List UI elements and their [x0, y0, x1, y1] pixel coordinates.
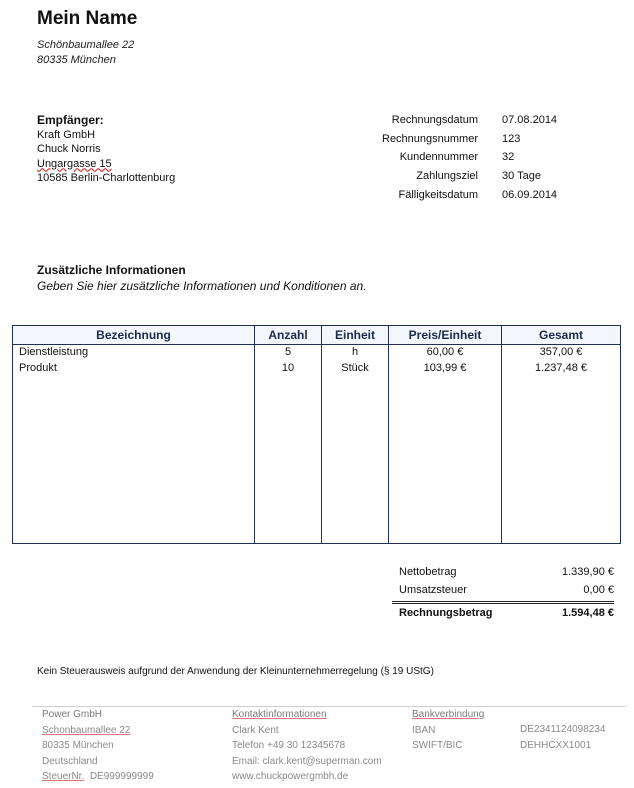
meta-row: Zahlungsziel 30 Tage	[416, 170, 541, 183]
footer-company-tax: SteuerNr. DE999999999	[42, 771, 154, 782]
footer-iban-label: IBAN	[412, 724, 436, 736]
meta-row: Rechnungsdatum 07.08.2014	[391, 114, 558, 127]
totals-divider	[392, 601, 614, 602]
footer-bic-label: SWIFT/BIC	[412, 740, 463, 751]
footer-company	[42, 707, 154, 785]
footer-bank	[412, 707, 484, 754]
tax-row: Umsatzsteuer 0,00 €	[399, 584, 614, 596]
sender-street: Schönbaumallee 22	[37, 39, 135, 51]
meta-row: Rechnungsnummer 123	[382, 132, 521, 145]
footer-bic-value: DEHHCXX1001	[520, 739, 592, 751]
table-filler	[13, 377, 621, 544]
table-header-row	[13, 326, 621, 345]
footer-company-name: Power GmbH	[42, 709, 103, 720]
net-row: Nettobetrag 1.339,90 €	[399, 566, 614, 578]
invoice-meta	[340, 111, 557, 204]
footer-company-street: Schonbaumallee 22	[42, 724, 131, 736]
header-preis: Preis/Einheit	[389, 326, 502, 345]
header-gesamt: Gesamt	[502, 326, 621, 345]
sender-name: Mein Name	[37, 8, 138, 29]
footer-company-city: 80335 München	[42, 740, 114, 751]
footer-bank-heading: Bankverbindung	[412, 709, 485, 720]
info-text: Geben Sie hier zusätzliche Informationen und Konditionen an.	[37, 279, 367, 293]
table-row: Produkt 10 Stück 103,99 € 1.237,48 €	[13, 361, 621, 377]
recipient-city: 10585 Berlin-Charlottenburg	[37, 172, 176, 184]
recipient-company: Kraft GmbH	[37, 128, 96, 141]
recipient-street: Ungargasse 15	[37, 157, 112, 170]
footer-contact	[232, 707, 382, 785]
sender-city: 80335 München	[37, 54, 116, 66]
footer-company-country: Deutschland	[42, 755, 98, 767]
footer-iban-value: DE2341124098234	[520, 724, 606, 735]
items-table	[12, 325, 621, 544]
footer-contact-heading: Kontaktinformationen	[232, 709, 327, 720]
meta-row: Fälligkeitsdatum 06.09.2014	[398, 188, 558, 201]
info-title: Zusätzliche Informationen	[37, 263, 186, 277]
meta-row: Kundennummer 32	[399, 151, 515, 164]
footer-contact-web[interactable]: www.chuckpowergmbh.de	[232, 771, 349, 782]
footer-contact-phone: Telefon +49 30 12345678	[232, 740, 346, 751]
header-bezeichnung: Bezeichnung	[13, 326, 255, 345]
totals-block	[392, 563, 614, 622]
tax-note: Kein Steuerausweis aufgrund der Anwendung der Kleinunternehmerregelung (§ 19 UStG)	[37, 666, 434, 677]
recipient-label: Empfänger:	[37, 113, 104, 127]
header-einheit: Einheit	[322, 326, 389, 345]
footer-bank-values	[520, 722, 605, 753]
total-row: Rechnungsbetrag 1.594,48 €	[399, 607, 614, 619]
footer-contact-name: Clark Kent	[232, 724, 279, 736]
recipient-person: Chuck Norris	[37, 143, 101, 155]
footer-contact-email[interactable]: Email: clark.kent@superman.com	[232, 755, 382, 767]
sender-address	[37, 38, 134, 68]
table-row: Dienstleistung 5 h 60,00 € 357,00 €	[13, 345, 621, 362]
recipient-block	[37, 113, 175, 186]
header-anzahl: Anzahl	[255, 326, 322, 345]
